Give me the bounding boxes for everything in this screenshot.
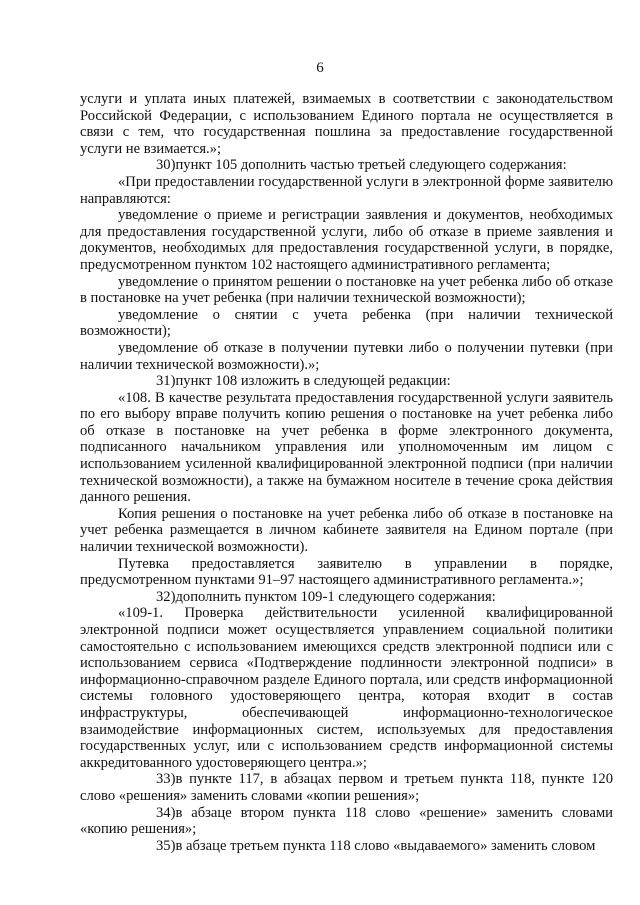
- paragraph-text: «При предоставлении государственной услуги в электронной форме заявителю направляются:: [80, 173, 613, 207]
- list-item-31: [80, 373, 613, 390]
- paragraph-text: «108. В качестве результата предоставления государственной услуги заявитель по его выбору вправе получить копию решения о постановке на учет ребенка либо об отказе в постановке на учет ребенка в форме электронного документа, подписанного начальником управления или уполномоченным им лицом с использованием усиленной квалифицированной электронной подписи (при наличии технической возможности), а также на бумажном носителе в течение срока действия данного решения.: [80, 389, 613, 506]
- paragraph-text: «109-1. Проверка действительности усиленной квалифицированной электронной подписи может осуществляется управлением социальной политики самостоятельно с использованием имеющихся средств электронной подписи или с использованием сервиса «Подтверждение подлинности электронной подписи» в информационно-справочном разделе Единого портала, или средств информационной системы головного удостоверяющего центра, которая входит в состав инфраструктуры, обеспечивающей информационно-технологическое взаимодействие информационных систем, используемых для предоставления государственных услуг, или с использованием средств информационной системы аккредитованного удостоверяющего центра.»;: [80, 605, 613, 771]
- document-body: [80, 91, 613, 854]
- paragraph-text: Путевка предоставляется заявителю в управлении в порядке, предусмотренном пунктами 91–97 настоящего административного регламента.»;: [80, 555, 613, 589]
- paragraph-continuation: [80, 91, 613, 157]
- list-item-30: [80, 157, 613, 174]
- paragraph-text: уведомление о снятии с учета ребенка (при наличии технической возможности);: [80, 306, 613, 340]
- item-text: пункт 108 изложить в следующей редакции:: [175, 373, 451, 390]
- paragraph-text: уведомление об отказе в получении путевки либо о получении путевки (при наличии технической возможности).»;: [80, 339, 613, 373]
- item-text: пункт 105 дополнить частью третьей следующего содержания:: [175, 157, 567, 174]
- item-text: в абзаце втором пункта 118 слово «решение» заменить словами «копию решения»;: [80, 804, 613, 838]
- item-number: 33): [156, 771, 176, 788]
- item-text: дополнить пунктом 109-1 следующего содержания:: [175, 588, 496, 605]
- item-text: в абзаце третьем пункта 118 слово «выдаваемого» заменить словом: [175, 837, 596, 854]
- paragraph: [80, 390, 613, 506]
- paragraph-text: услуги и уплата иных платежей, взимаемых в соответствии с законодательством Российской Федерации, с использованием Единого портала не осуществляется в связи с тем, что государственная пошлина за предоставление государственной услуги не взимается.»;: [80, 91, 613, 157]
- list-item-35: [80, 838, 613, 855]
- paragraph-text: уведомление о принятом решении о постановке на учет ребенка либо об отказе в постановке на учет ребенка (при наличии технической возможности);: [80, 273, 613, 307]
- paragraph: [80, 556, 613, 589]
- item-number: 35): [156, 837, 176, 854]
- paragraph: [80, 274, 613, 307]
- item-number: 31): [156, 373, 176, 390]
- item-number: 30): [156, 157, 176, 174]
- paragraph: [80, 506, 613, 556]
- list-item-33: [80, 771, 613, 804]
- paragraph-text: Копия решения о постановке на учет ребенка либо об отказе в постановке на учет ребенка размещается в личном кабинете заявителя на Едином портале (при наличии технической возможности).: [80, 505, 613, 556]
- paragraph: [80, 340, 613, 373]
- list-item-32: [80, 589, 613, 606]
- item-number: 32): [156, 588, 176, 605]
- paragraph: [80, 174, 613, 207]
- paragraph: [80, 207, 613, 273]
- item-number: 34): [156, 804, 176, 821]
- item-text: в пункте 117, в абзацах первом и третьем пункта 118, пункте 120 слово «решения» заменить словами «копии решения»;: [80, 771, 613, 804]
- list-item-34: [80, 805, 613, 838]
- paragraph: [80, 307, 613, 340]
- page-number: 6: [316, 60, 324, 76]
- paragraph-text: уведомление о приеме и регистрации заявления и документов, необходимых для предоставления государственной услуги, либо об отказе в приеме заявления и документов, необходимых для предоставления государственной услуги, в порядке, предусмотренном пунктом 102 настоящего административного регламента;: [80, 207, 613, 273]
- paragraph: [80, 605, 613, 771]
